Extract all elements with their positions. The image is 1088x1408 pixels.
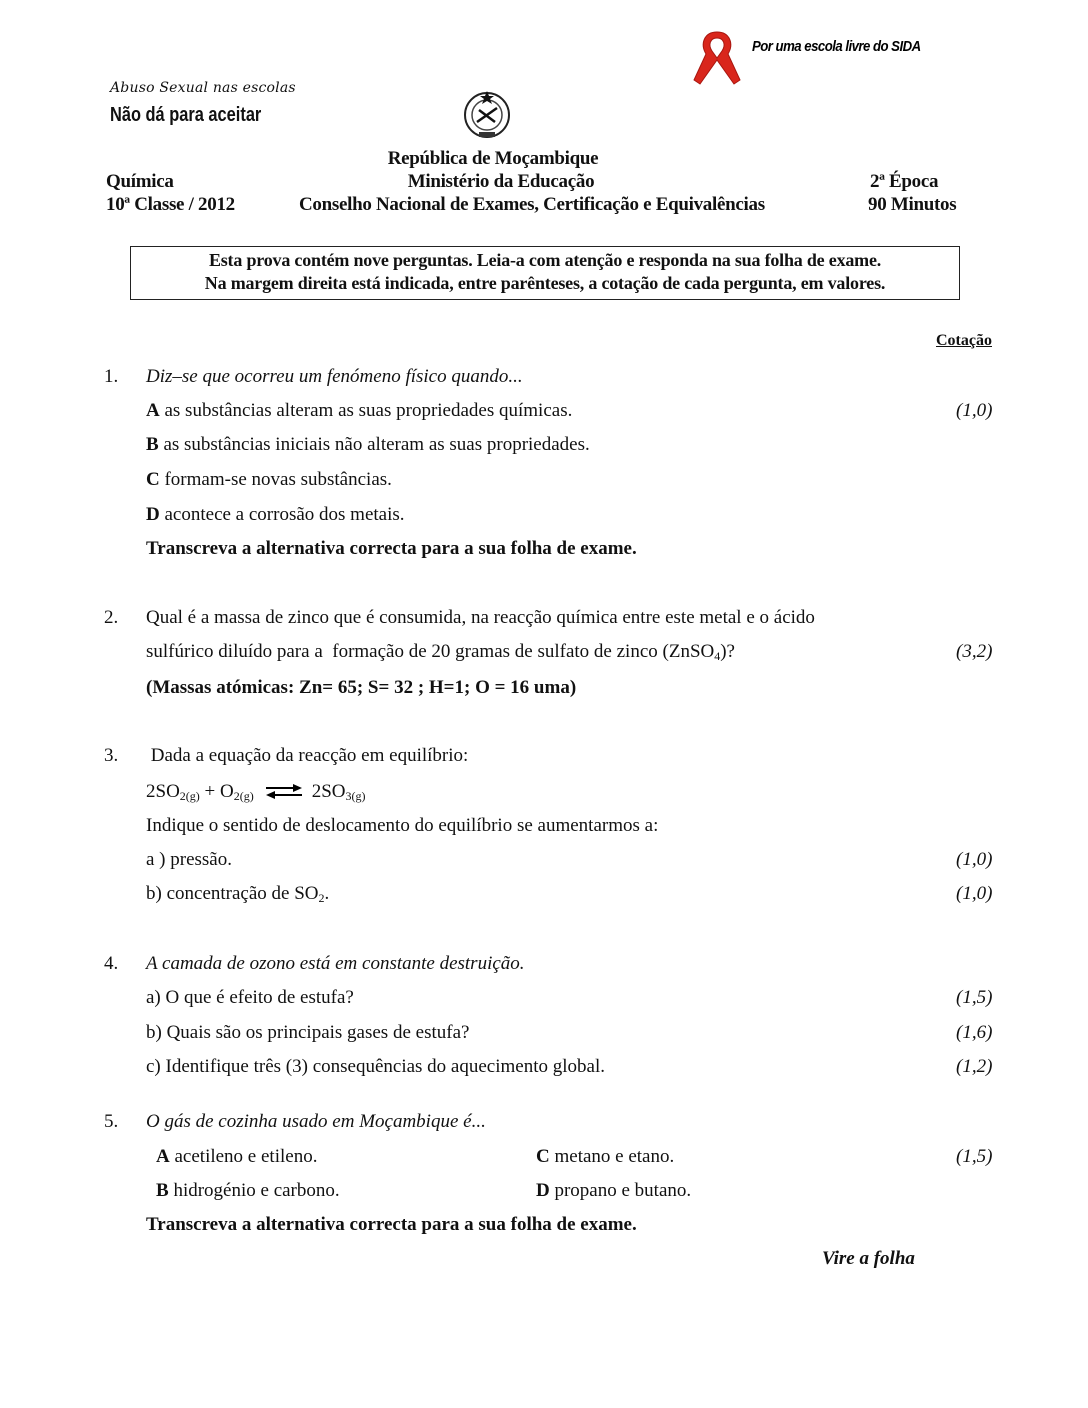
sub-question-b: b) concentração de $SO_2$. bbox=[146, 883, 330, 905]
option-text: as substâncias iniciais não alteram as suas propriedades. bbox=[163, 434, 590, 455]
national-emblem-icon bbox=[461, 88, 513, 140]
question-score: (1,0) bbox=[956, 400, 993, 421]
sub-question-a: a ) pressão. bbox=[146, 849, 232, 870]
campaign-slogan: Por uma escola livre do SIDA bbox=[752, 38, 921, 55]
country-name: República de Moçambique bbox=[387, 148, 599, 169]
transcribe-instruction: Transcreva a alternativa correcta para a sua folha de exame. bbox=[146, 1214, 637, 1235]
chemical-equation: $2SO_{2(g)} + O_{2(g)}$ $2SO_{3(g)}$ bbox=[146, 781, 366, 803]
option-text: propano e butano. bbox=[554, 1180, 692, 1201]
question-score: (3,2) bbox=[956, 641, 993, 662]
question-score: (1,0) bbox=[956, 849, 993, 870]
instructions-line-2: Na margem direita está indicada, entre parênteses, a cotação de cada pergunta, em valores. bbox=[204, 273, 886, 293]
abuse-caption: Abuso Sexual nas escolas bbox=[110, 80, 296, 96]
red-ribbon-icon bbox=[686, 28, 748, 86]
ministry-name: Ministério da Educação bbox=[407, 171, 595, 192]
option-d bbox=[536, 1180, 691, 1202]
transcribe-instruction: Transcreva a alternativa correcta para a sua folha de exame. bbox=[146, 538, 637, 559]
option-text: hidrogénio e carbono. bbox=[173, 1180, 340, 1201]
option-letter: C bbox=[536, 1146, 550, 1167]
question-score: (1,5) bbox=[956, 987, 993, 1008]
option-text: acetileno e etileno. bbox=[174, 1146, 318, 1167]
cotacao-heading: Cotação bbox=[936, 332, 992, 349]
exam-season: 2ª Época bbox=[870, 171, 939, 192]
question-text-line-2: sulfúrico diluído para a formação de 20 gramas de sulfato de zinco (ZnSO$_4$)? bbox=[146, 641, 735, 663]
question-score: (1,5) bbox=[956, 1146, 993, 1167]
sub-question-a: a) O que é efeito de estufa? bbox=[146, 987, 354, 1008]
question-score: (1,2) bbox=[956, 1056, 993, 1077]
option-letter: D bbox=[536, 1180, 550, 1201]
question-prompt: Dada a equação da reacção em equilíbrio: bbox=[146, 745, 469, 766]
option-text: as substâncias alteram as suas propriedades químicas. bbox=[164, 400, 573, 421]
equilibrium-arrows-icon bbox=[264, 783, 304, 799]
turn-page-note: Vire a folha bbox=[822, 1248, 915, 1269]
question-prompt: Diz–se que ocorreu um fenómeno físico quando... bbox=[146, 366, 523, 387]
abuse-slogan: Não dá para aceitar bbox=[110, 104, 262, 126]
atomic-masses: (Massas atómicas: Zn= 65; S= 32 ; H=1; O = 16 uma) bbox=[146, 677, 577, 698]
question-instruction: Indique o sentido de deslocamento do equilíbrio se aumentarmos a: bbox=[146, 815, 659, 836]
option-b bbox=[156, 1180, 340, 1202]
option-letter: D bbox=[146, 504, 160, 525]
option-b bbox=[146, 434, 590, 456]
question-score: (1,0) bbox=[956, 883, 993, 904]
option-c bbox=[146, 469, 392, 491]
grade-year: 10ª Classe / 2012 bbox=[106, 194, 235, 215]
option-d bbox=[146, 504, 405, 526]
option-letter: B bbox=[146, 434, 159, 455]
sub-question-b: b) Quais são os principais gases de estufa? bbox=[146, 1022, 470, 1043]
option-text: metano e etano. bbox=[554, 1146, 675, 1167]
question-number: 4. bbox=[104, 953, 119, 974]
question-number: 5. bbox=[104, 1111, 119, 1132]
instructions-box bbox=[130, 246, 960, 300]
option-text: formam-se novas substâncias. bbox=[164, 469, 392, 490]
sub-question-c: c) Identifique três (3) consequências do aquecimento global. bbox=[146, 1056, 605, 1077]
option-c bbox=[536, 1146, 674, 1168]
option-letter: B bbox=[156, 1180, 169, 1201]
exam-duration: 90 Minutos bbox=[868, 194, 957, 215]
option-a bbox=[146, 400, 572, 422]
option-letter: C bbox=[146, 469, 160, 490]
question-prompt: A camada de ozono está em constante destruição. bbox=[146, 953, 525, 974]
option-a bbox=[156, 1146, 317, 1168]
option-letter: A bbox=[156, 1146, 170, 1167]
question-text-line-1: Qual é a massa de zinco que é consumida, na reacção química entre este metal e o ácido bbox=[146, 607, 815, 628]
question-score: (1,6) bbox=[956, 1022, 993, 1043]
council-name: Conselho Nacional de Exames, Certificação e Equivalências bbox=[299, 194, 765, 215]
question-number: 2. bbox=[104, 607, 119, 628]
instructions-line-1: Esta prova contém nove perguntas. Leia-a com atenção e responda na sua folha de exame. bbox=[208, 250, 882, 270]
question-prompt: O gás de cozinha usado em Moçambique é... bbox=[146, 1111, 486, 1132]
exam-subject: Química bbox=[106, 171, 174, 192]
option-letter: A bbox=[146, 400, 160, 421]
question-number: 3. bbox=[104, 745, 119, 766]
option-text: acontece a corrosão dos metais. bbox=[164, 504, 405, 525]
question-number: 1. bbox=[104, 366, 119, 387]
